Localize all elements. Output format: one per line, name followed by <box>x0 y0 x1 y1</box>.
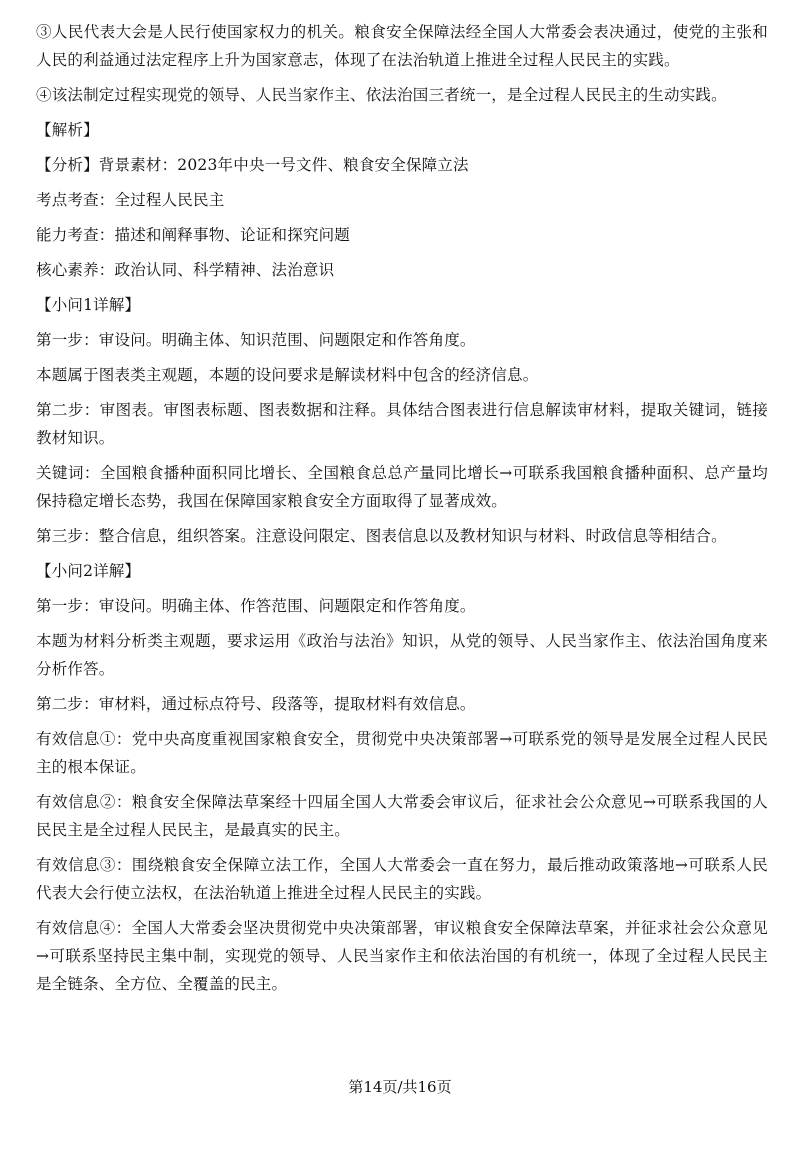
paragraph-info-1: 有效信息①：党中央高度重视国家粮食安全，贯彻党中央决策部署→可联系党的领导是发展全过程人民民主的根本保证。 <box>36 730 768 776</box>
paragraph-q1-type: 本题属于图表类主观题，本题的设问要求是解读材料中包含的经济信息。 <box>36 366 539 384</box>
paragraph-point-4: ④该法制定过程实现党的领导、人民当家作主、依法治国三者统一，是全过程人民民主的生动实践。 <box>36 86 727 104</box>
paragraph-exam-point: 考点考查：全过程人民民主 <box>36 191 225 209</box>
section-heading-analysis: 【解析】 <box>36 121 99 139</box>
paragraph-core-literacy: 核心素养：政治认同、科学精神、法治意识 <box>36 261 335 279</box>
paragraph-info-3: 有效信息③：围绕粮食安全保障立法工作，全国人大常委会一直在努力，最后推动政策落地→可联系人民代表大会行使立法权，在法治轨道上推进全过程人民民主的实践。 <box>36 856 768 902</box>
paragraph-q1-step-3: 第三步：整合信息，组织答案。注意设问限定、图表信息以及教材知识与材料、时政信息等相结合。 <box>36 527 727 545</box>
paragraph-background: 【分析】背景素材：2023年中央一号文件、粮食安全保障立法 <box>36 156 469 174</box>
paragraph-q2-type: 本题为材料分析类主观题，要求运用《政治与法治》知识，从党的领导、人民当家作主、依法治国角度来分析作答。 <box>36 632 768 678</box>
section-heading-question-2: 【小问2详解】 <box>36 562 141 580</box>
page-number-footer: 第14页/共16页 <box>348 1078 452 1096</box>
paragraph-q1-step-2: 第二步：审图表。审图表标题、图表数据和注释。具体结合图表进行信息解读审材料，提取关键词，链接教材知识。 <box>36 401 768 447</box>
paragraph-q2-step-1: 第一步：审设问。明确主体、作答范围、问题限定和作答角度。 <box>36 597 476 615</box>
paragraph-point-3: ③人民代表大会是人民行使国家权力的机关。粮食安全保障法经全国人大常委会表决通过，使党的主张和人民的利益通过法定程序上升为国家意志，体现了在法治轨道上推进全过程人民民主的实践。 <box>36 23 768 69</box>
paragraph-ability: 能力考查：描述和阐释事物、论证和探究问题 <box>36 226 351 244</box>
paragraph-info-2: 有效信息②：粮食安全保障法草案经十四届全国人大常委会审议后，征求社会公众意见→可联系我国的人民民主是全过程人民民主，是最真实的民主。 <box>36 793 768 839</box>
paragraph-q1-keywords: 关键词：全国粮食播种面积同比增长、全国粮食总总产量同比增长→可联系我国粮食播种面积、总产量均保持稳定增长态势，我国在保障国家粮食安全方面取得了显著成效。 <box>36 464 768 510</box>
paragraph-info-4: 有效信息④：全国人大常委会坚决贯彻党中央决策部署，审议粮食安全保障法草案，并征求社会公众意见→可联系坚持民主集中制，实现党的领导、人民当家作主和依法治国的有机统一，体现了全过程人民民主是全链条、全方位、全覆盖的民主。 <box>36 919 768 993</box>
section-heading-question-1: 【小问1详解】 <box>36 296 141 314</box>
paragraph-q2-step-2: 第二步：审材料，通过标点符号、段落等，提取材料有效信息。 <box>36 695 476 713</box>
paragraph-q1-step-1: 第一步：审设问。明确主体、知识范围、问题限定和作答角度。 <box>36 331 476 349</box>
document-body <box>36 18 768 1005</box>
